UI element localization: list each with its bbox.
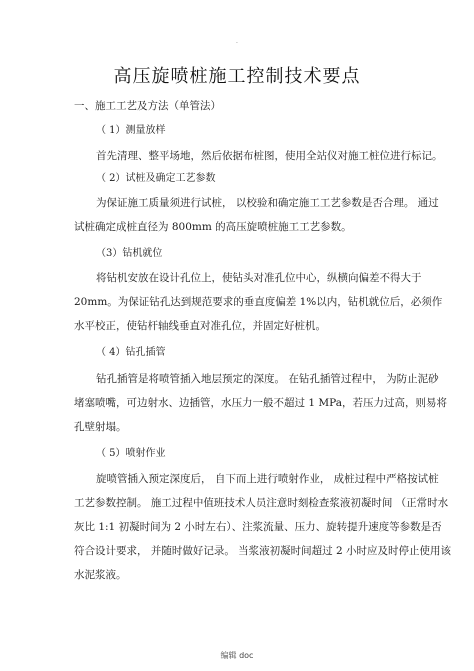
paragraph-line: 钻孔插管是将喷管插入地层预定的深度。 在钻孔插管过程中， 为防止泥砂 [96,373,439,385]
paragraph-line: 为保证施工质量须进行试桩， 以校验和确定施工工艺参数是否合理。 通过 [96,197,439,209]
header-mark: . [236,38,238,45]
paragraph-line: 孔壁射塌。 [74,421,127,433]
item-heading-2: （ 2）试桩及确定工艺参数 [96,173,216,184]
section-heading: 一、施工工艺及方法（单管法） [74,100,221,112]
item-heading-1: （ 1）测量放样 [96,125,166,136]
paragraph-line: 灰比 1:1 初凝时间为 2 小时左右）、注浆流量、压力、旋转提升速度等参数是否 [74,521,442,533]
page-footer: 编辑 doc [220,651,254,660]
paragraph-line: 符合设计要求， 并随时做好记录。 当浆液初凝时间超过 2 小时应及时停止使用该 [74,545,452,557]
paragraph-line: 水泥浆液。 [74,569,127,581]
paragraph-line: 20mm。为保证钻孔达到规范要求的垂直度偏差 1%以内，钻机就位后，必须作 [74,296,443,308]
paragraph-line: 旋喷管插入预定深度后， 自下而上进行喷射作业， 成桩过程中严格按试桩 [96,473,439,485]
paragraph-line: 将钻机安放在设计孔位上，使钻头对准孔位中心，纵横向偏差不得大于 [96,272,422,284]
page-title: 高压旋喷桩施工控制技术要点 [113,66,361,87]
item-heading-5: （ 5）喷射作业 [96,448,166,459]
item-heading-3: （3）钻机就位 [96,248,163,259]
paragraph-line: 首先清理、整平场地，然后依据布桩图，使用全站仪对施工桩位进行标记。 [96,150,443,162]
paragraph-line: 水平校正，使钻杆轴线垂直对准孔位，并固定好桩机。 [74,320,326,332]
paragraph-line: 堵塞喷嘴，可边射水、边插管，水压力一般不超过 1 MPa，若压力过高，则易将 [74,397,447,409]
item-heading-4: （ 4）钻孔插管 [96,347,166,358]
paragraph-line: 工艺参数控制。 施工过程中值班技术人员注意时刻检查浆液初凝时间 （正常时水 [74,497,449,509]
paragraph-line: 试桩确定成桩直径为 800mm 的高压旋喷桩施工工艺参数。 [74,221,352,233]
